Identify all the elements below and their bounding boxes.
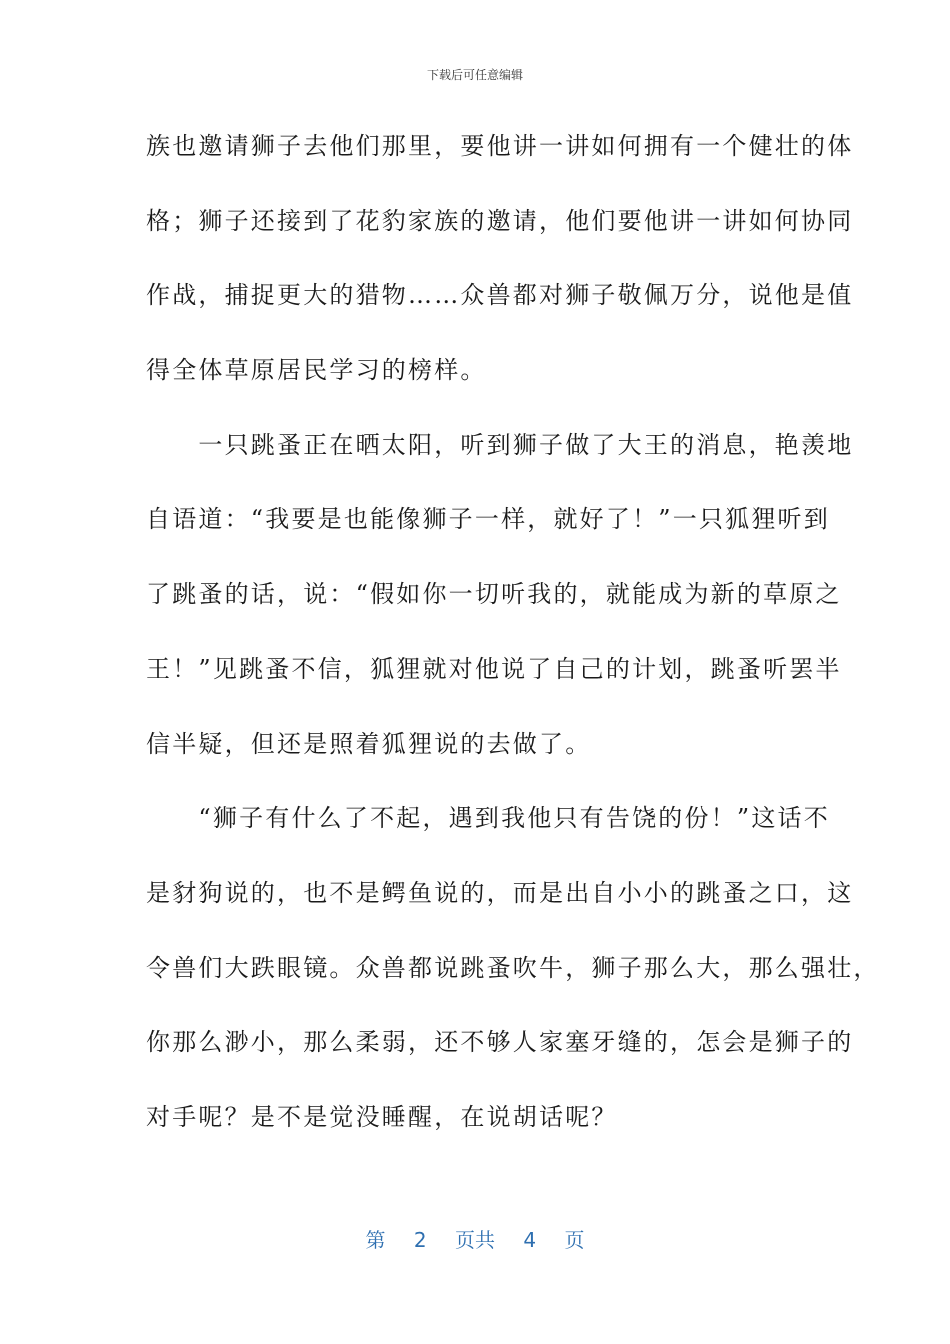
text-line: 对手呢？是不是觉没睡醒，在说胡话呢？ bbox=[146, 1102, 618, 1131]
footer-middle: 页共 bbox=[455, 1228, 495, 1252]
footer-prefix: 第 bbox=[365, 1228, 386, 1252]
text-line: 格；狮子还接到了花豹家族的邀请，他们要他讲一讲如何协同 bbox=[146, 206, 854, 235]
text-line: 作战，捕捉更大的猎物……众兽都对狮子敬佩万分，说他是值 bbox=[146, 281, 854, 310]
text-line: 了跳蚤的话，说：“假如你一切听我的，就能成为新的草原之 bbox=[146, 580, 842, 609]
text-line: 得全体草原居民学习的榜样。 bbox=[146, 356, 487, 385]
text-line: 王！”见跳蚤不信，狐狸就对他说了自己的计划，跳蚤听罢半 bbox=[146, 654, 842, 683]
text-line: 你那么渺小，那么柔弱，还不够人家塞牙缝的，怎会是狮子的 bbox=[146, 1028, 854, 1057]
text-line: 信半疑，但还是照着狐狸说的去做了。 bbox=[146, 729, 592, 758]
page-header-note: 下载后可任意编辑 bbox=[426, 68, 523, 82]
document-body bbox=[146, 120, 880, 1166]
text-line: 族也邀请狮子去他们那里，要他讲一讲如何拥有一个健壮的体 bbox=[146, 132, 854, 160]
text-line: 令兽们大跌眼镜。众兽都说跳蚤吹牛，狮子那么大，那么强壮， bbox=[146, 953, 880, 982]
page-footer bbox=[0, 1224, 950, 1253]
text-line: 一只跳蚤正在晒太阳，听到狮子做了大王的消息，艳羡地 bbox=[146, 430, 854, 459]
text-line: 是豺狗说的，也不是鳄鱼说的，而是出自小小的跳蚤之口，这 bbox=[146, 878, 854, 907]
current-page-number: 2 bbox=[413, 1228, 427, 1252]
text-line: 自语道：“我要是也能像狮子一样，就好了！”一只狐狸听到 bbox=[146, 505, 830, 534]
text-line: “狮子有什么了不起，遇到我他只有告饶的份！”这话不 bbox=[146, 804, 830, 833]
footer-suffix: 页 bbox=[564, 1228, 585, 1252]
total-pages-number: 4 bbox=[523, 1228, 537, 1252]
